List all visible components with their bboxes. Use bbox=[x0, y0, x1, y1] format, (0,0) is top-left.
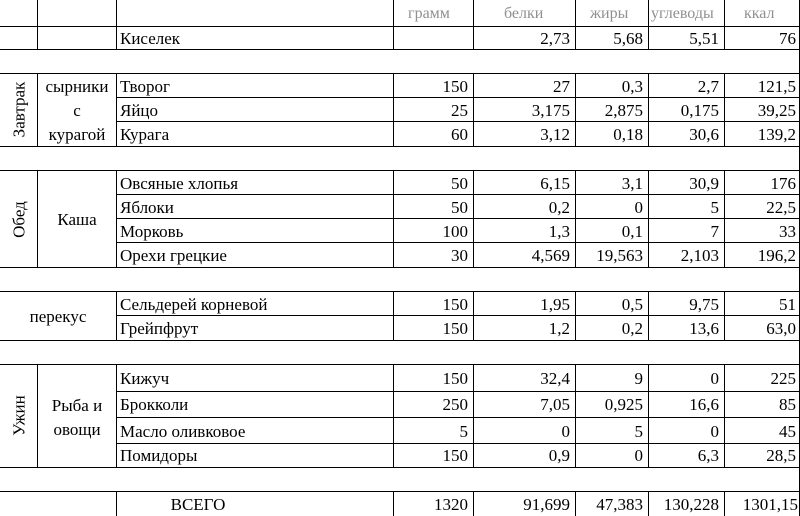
lunch-row-gram: 50 bbox=[451, 198, 468, 217]
lunch-row-protein: 0,2 bbox=[548, 198, 570, 217]
meal-breakfast: Завтрак bbox=[9, 81, 29, 138]
dinner-row-carbs: 16,6 bbox=[689, 395, 719, 414]
snack-row-kcal: 51 bbox=[779, 295, 796, 314]
breakfast-row-kcal: 139,2 bbox=[757, 125, 796, 144]
dinner-row-gram: 250 bbox=[442, 395, 468, 414]
header-gram: грамм bbox=[408, 5, 450, 22]
dinner-row-name: Масло оливковое bbox=[120, 422, 246, 441]
grid-line bbox=[0, 340, 800, 341]
kisel-protein: 2,73 bbox=[540, 29, 570, 48]
dinner-row-fat: 5 bbox=[634, 422, 643, 441]
lunch-row-kcal: 176 bbox=[770, 174, 796, 193]
breakfast-row-kcal: 121,5 bbox=[757, 77, 796, 96]
kisel-kcal: 76 bbox=[779, 29, 796, 48]
dinner-row-gram: 150 bbox=[442, 369, 468, 388]
breakfast-row-fat: 0,3 bbox=[621, 77, 643, 96]
breakfast-row-carbs: 2,7 bbox=[697, 77, 719, 96]
lunch-row-protein: 1,3 bbox=[548, 222, 570, 241]
lunch-row-fat: 19,563 bbox=[596, 246, 643, 265]
lunch-row-protein: 6,15 bbox=[540, 174, 570, 193]
lunch-row-kcal: 196,2 bbox=[757, 246, 796, 265]
total-kcal: 1301,15 bbox=[742, 495, 798, 514]
lunch-row-carbs: 7 bbox=[710, 222, 719, 241]
meal-dinner: Ужин bbox=[9, 395, 29, 436]
dinner-row-kcal: 28,5 bbox=[766, 446, 796, 465]
dinner-row-kcal: 85 bbox=[779, 395, 796, 414]
grid-line bbox=[116, 417, 800, 418]
meal-lunch: Обед bbox=[9, 201, 29, 238]
total-carbs: 130,228 bbox=[663, 495, 719, 514]
breakfast-row-name: Творог bbox=[120, 77, 170, 96]
dinner-row-protein: 0,9 bbox=[548, 446, 570, 465]
snack-row-fat: 0,2 bbox=[621, 319, 643, 338]
dinner-row-gram: 5 bbox=[459, 422, 468, 441]
header-fat: жиры bbox=[590, 5, 629, 22]
dinner-row-gram: 150 bbox=[442, 446, 468, 465]
lunch-row-carbs: 2,103 bbox=[680, 246, 719, 265]
dinner-row-protein: 7,05 bbox=[540, 395, 570, 414]
snack-row-protein: 1,95 bbox=[540, 295, 570, 314]
breakfast-row-gram: 25 bbox=[451, 101, 468, 120]
breakfast-row-carbs: 30,6 bbox=[689, 125, 719, 144]
grid-line bbox=[116, 242, 800, 243]
dinner-row-name: Брокколи bbox=[120, 395, 189, 414]
total-label: ВСЕГО bbox=[170, 495, 226, 514]
grid-line bbox=[393, 0, 394, 49]
total-gram: 1320 bbox=[434, 495, 468, 514]
grid-line bbox=[0, 26, 800, 27]
snack-row-protein: 1,2 bbox=[548, 319, 570, 338]
dinner-row-carbs: 6,3 bbox=[697, 446, 719, 465]
breakfast-row-gram: 60 bbox=[451, 125, 468, 144]
breakfast-row-gram: 150 bbox=[442, 77, 468, 96]
grid-line bbox=[116, 194, 800, 195]
snack-row-fat: 0,5 bbox=[621, 295, 643, 314]
breakfast-dish-line: курагой bbox=[48, 125, 106, 144]
meal-snack: перекус bbox=[29, 307, 87, 326]
dinner-row-carbs: 0 bbox=[710, 369, 719, 388]
lunch-row-gram: 30 bbox=[451, 246, 468, 265]
grid-line bbox=[116, 315, 800, 316]
lunch-dish: Каша bbox=[57, 210, 97, 229]
breakfast-row-kcal: 39,25 bbox=[757, 101, 796, 120]
dinner-row-carbs: 0 bbox=[710, 422, 719, 441]
lunch-row-fat: 0 bbox=[634, 198, 643, 217]
dinner-row-fat: 9 bbox=[634, 369, 643, 388]
lunch-row-name: Орехи грецкие bbox=[120, 246, 227, 265]
total-fat: 47,383 bbox=[596, 495, 643, 514]
lunch-row-kcal: 22,5 bbox=[766, 198, 796, 217]
lunch-row-name: Овсяные хлопья bbox=[120, 174, 239, 193]
dinner-row-kcal: 225 bbox=[770, 369, 796, 388]
snack-row-carbs: 13,6 bbox=[689, 319, 719, 338]
grid-line bbox=[0, 267, 800, 268]
breakfast-row-protein: 3,12 bbox=[540, 125, 570, 144]
grid-line bbox=[0, 467, 800, 468]
snack-row-gram: 150 bbox=[442, 319, 468, 338]
breakfast-row-protein: 27 bbox=[553, 77, 570, 96]
grid-line bbox=[116, 170, 117, 267]
snack-row-carbs: 9,75 bbox=[689, 295, 719, 314]
lunch-row-fat: 0,1 bbox=[621, 222, 643, 241]
total-protein: 91,699 bbox=[523, 495, 570, 514]
dinner-row-fat: 0,925 bbox=[604, 395, 643, 414]
grid-line bbox=[116, 218, 800, 219]
dinner-row-fat: 0 bbox=[634, 446, 643, 465]
snack-row-name: Сельдерей корневой bbox=[120, 295, 268, 314]
grid-line bbox=[0, 49, 800, 50]
dinner-row-name: Кижуч bbox=[120, 369, 170, 388]
grid-line bbox=[116, 391, 800, 392]
grid-line bbox=[37, 0, 38, 49]
grid-line bbox=[116, 0, 117, 49]
snack-row-name: Грейпфрут bbox=[120, 319, 199, 338]
snack-row-gram: 150 bbox=[442, 295, 468, 314]
lunch-row-name: Морковь bbox=[120, 222, 184, 241]
lunch-row-carbs: 30,9 bbox=[689, 174, 719, 193]
lunch-row-fat: 3,1 bbox=[621, 174, 643, 193]
header-kcal: ккал bbox=[744, 5, 775, 22]
snack-row-kcal: 63,0 bbox=[766, 319, 796, 338]
breakfast-row-protein: 3,175 bbox=[531, 101, 570, 120]
lunch-row-gram: 100 bbox=[442, 222, 468, 241]
grid-line bbox=[116, 73, 117, 146]
breakfast-row-fat: 2,875 bbox=[604, 101, 643, 120]
dinner-dish-line: Рыба и bbox=[51, 396, 103, 415]
lunch-row-kcal: 33 bbox=[779, 222, 796, 241]
breakfast-row-name: Курага bbox=[120, 125, 170, 144]
dinner-row-kcal: 45 bbox=[779, 422, 796, 441]
dinner-row-protein: 32,4 bbox=[540, 369, 570, 388]
breakfast-dish-line: с bbox=[73, 101, 81, 120]
grid-line bbox=[116, 121, 800, 122]
dinner-row-protein: 0 bbox=[561, 422, 570, 441]
dinner-row-name: Помидоры bbox=[120, 446, 198, 465]
lunch-row-protein: 4,569 bbox=[531, 246, 570, 265]
dinner-dish-line: овощи bbox=[53, 420, 101, 439]
grid-line bbox=[116, 364, 117, 467]
header-protein: белки bbox=[504, 5, 544, 22]
grid-line bbox=[0, 170, 800, 171]
breakfast-row-carbs: 0,175 bbox=[680, 101, 719, 120]
header-carbs: углеводы bbox=[651, 5, 714, 22]
kisel-name: Киселек bbox=[120, 29, 181, 48]
lunch-row-gram: 50 bbox=[451, 174, 468, 193]
grid-line bbox=[0, 491, 800, 492]
grid-line bbox=[116, 291, 117, 340]
grid-line bbox=[0, 73, 800, 74]
breakfast-row-fat: 0,18 bbox=[613, 125, 643, 144]
kisel-carbs: 5,51 bbox=[689, 29, 719, 48]
kisel-fat: 5,68 bbox=[613, 29, 643, 48]
grid-line bbox=[0, 146, 800, 147]
grid-line bbox=[116, 443, 800, 444]
grid-line bbox=[37, 364, 38, 467]
grid-line bbox=[0, 291, 800, 292]
grid-line bbox=[0, 364, 800, 365]
grid-line bbox=[116, 97, 800, 98]
lunch-row-carbs: 5 bbox=[710, 198, 719, 217]
breakfast-row-name: Яйцо bbox=[120, 101, 159, 120]
lunch-row-name: Яблоки bbox=[120, 198, 174, 217]
breakfast-dish-line: сырники bbox=[45, 77, 109, 96]
